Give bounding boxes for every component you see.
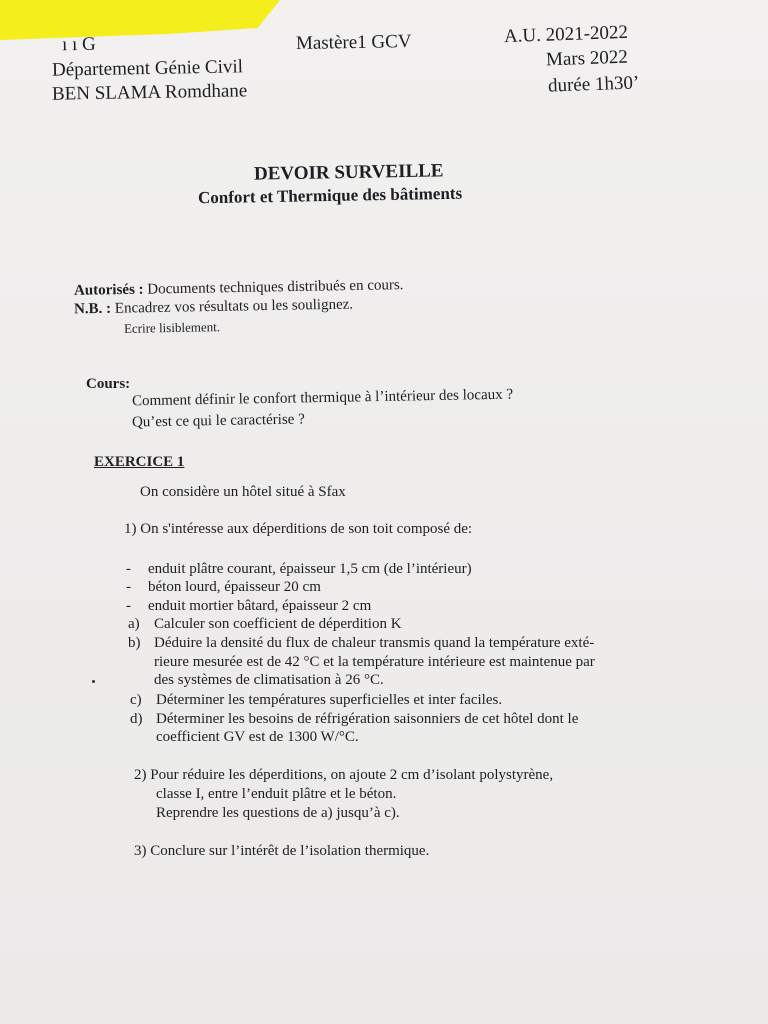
exam-date: Mars 2022 <box>545 46 629 71</box>
authorized-label: Autorisés : <box>73 281 144 299</box>
item-a <box>128 616 402 633</box>
item-d-text-1: Déterminer les besoins de réfrigération saisonniers de cet hôtel dont le <box>156 711 579 727</box>
item-c-text: Déterminer les températures superficielles et inter faciles. <box>156 692 503 708</box>
question-3-text: Conclure sur l’intérêt de l’isolation thermique. <box>150 843 430 859</box>
layer-item <box>126 598 371 615</box>
layer-text: béton lourd, épaisseur 20 cm <box>148 579 321 595</box>
list-dash: - <box>126 598 131 614</box>
academic-year: A.U. 2021-2022 <box>503 21 629 48</box>
cours-question-2: Qu’est ce qui le caractérise ? <box>131 411 305 431</box>
nb-text-2: Ecrire lisiblement. <box>123 319 221 336</box>
layer-item <box>126 561 472 578</box>
question-1 <box>124 521 472 538</box>
list-dash: - <box>126 579 131 595</box>
question-2-number: 2) <box>134 767 147 783</box>
item-d-text-2: coefficient GV est de 1300 W/°C. <box>156 729 359 745</box>
question-1-text: On s'intéresse aux déperditions de son toit composé de: <box>140 521 473 537</box>
item-a-mark: a) <box>128 616 140 632</box>
exam-duration: durée 1h30’ <box>547 72 640 97</box>
item-b-text-2: rieure mesurée est de 42 °C et la température intérieure est maintenue par <box>154 654 595 670</box>
question-2-text-3: Reprendre les questions de a) jusqu’à c). <box>156 805 400 821</box>
cours-question-1: Comment définir le confort thermique à l’intérieur des locaux ? <box>131 386 514 410</box>
nb-line <box>74 297 353 319</box>
question-1-number: 1) <box>124 521 137 537</box>
item-b <box>128 635 594 652</box>
item-b-text-3: des systèmes de climatisation à 26 °C. <box>154 672 384 688</box>
item-d-mark: d) <box>130 711 143 727</box>
exam-subtitle: Confort et Thermique des bâtiments <box>197 183 463 208</box>
item-c-mark: c) <box>130 692 142 708</box>
question-2 <box>134 767 553 784</box>
department-name: Département Génie Civil <box>51 56 244 81</box>
exercise-heading: EXERCICE 1 <box>94 454 185 470</box>
exam-title: DEVOIR SURVEILLE <box>253 160 444 185</box>
item-b-mark: b) <box>128 635 141 651</box>
nb-text: Encadrez vos résultats ou les soulignez. <box>114 296 354 317</box>
question-2-text-1: Pour réduire les déperditions, on ajoute 2 cm d’isolant polystyrène, <box>150 767 554 783</box>
item-c <box>130 692 502 709</box>
exercise-intro: On considère un hôtel situé à Sfax <box>140 484 346 500</box>
layer-text: enduit plâtre courant, épaisseur 1,5 cm (de l’intérieur) <box>148 561 472 577</box>
authorized-line <box>74 277 404 300</box>
item-b-text-1: Déduire la densité du flux de chaleur transmis quand la température exté- <box>154 635 595 651</box>
layer-item <box>126 579 321 596</box>
question-3 <box>134 843 429 860</box>
teacher-name: BEN SLAMA Romdhane <box>51 80 248 105</box>
yellow-highlight-mark <box>0 0 280 40</box>
question-2-text-2: classe I, entre l’enduit plâtre et le béton. <box>156 786 397 802</box>
list-dash: - <box>126 561 131 577</box>
cours-label: Cours: <box>86 376 131 392</box>
logo-fragment: ı ı G <box>61 33 96 56</box>
program-label: Mastère1 GCV <box>295 30 412 55</box>
ink-dot <box>92 680 95 683</box>
item-a-text: Calculer son coefficient de déperdition K <box>154 616 402 632</box>
layer-text: enduit mortier bâtard, épaisseur 2 cm <box>148 598 372 614</box>
authorized-text: Documents techniques distribués en cours. <box>147 277 404 298</box>
nb-label: N.B. : <box>73 300 112 318</box>
item-d <box>130 711 578 728</box>
question-3-number: 3) <box>134 843 147 859</box>
